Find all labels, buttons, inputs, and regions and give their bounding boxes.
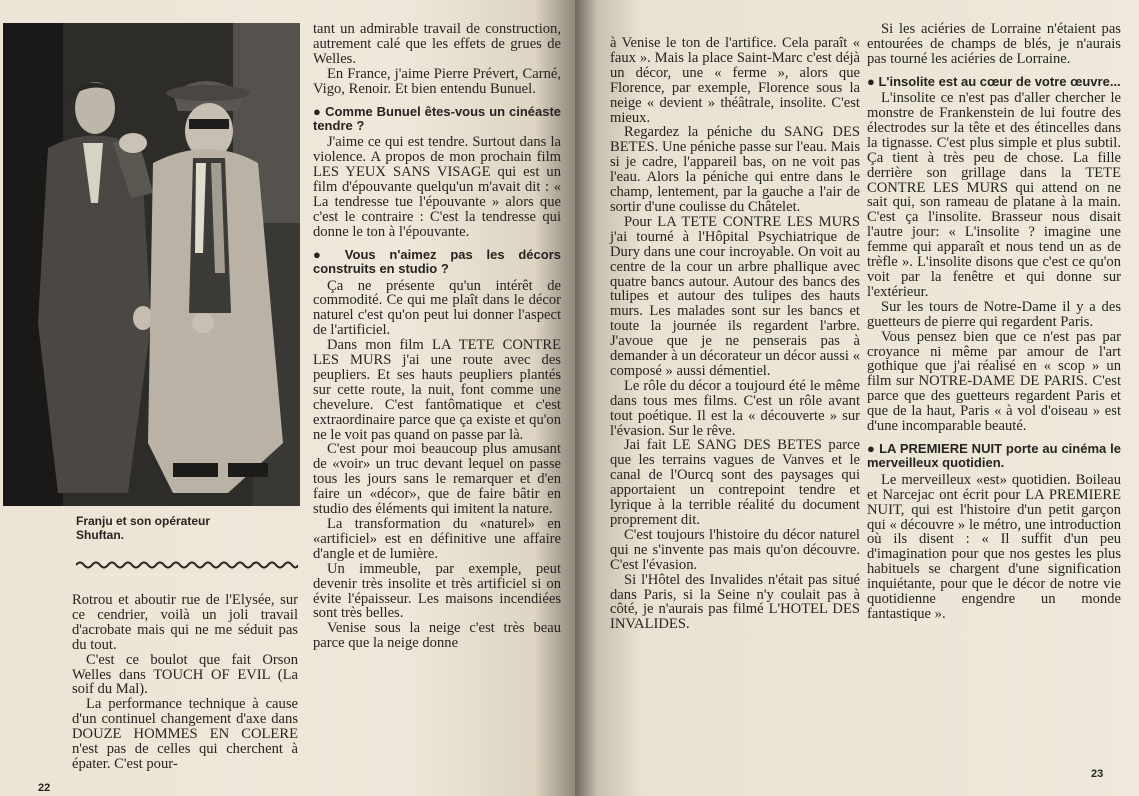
paragraph: C'est ce boulot que fait Orson Welles dans TOUCH OF EVIL (La soif du Mal).	[72, 651, 298, 698]
paragraph: Vous pensez bien que ce n'est pas par croyance ni même par amour de l'art gothique que j'ai réalisé en « scop » un film sur NOTRE-DAME DE PARIS. C'est parce que des guetteurs regardent Paris et que de la haut, Paris « à vol d'oiseau » est d'une incomparable beauté.	[867, 328, 1121, 435]
paragraph: En France, j'aime Pierre Prévert, Carné, Vigo, Renoir. Et bien entendu Bunuel.	[313, 65, 561, 97]
left-column-1	[72, 593, 298, 772]
right-column-1	[610, 36, 860, 632]
paragraph: Sur les tours de Notre-Dame il y a des guetteurs de pierre qui regardent Paris.	[867, 298, 1121, 330]
paragraph: Regardez la péniche du SANG DES BETES. Une péniche passe sur l'eau. Mais si je cadre, l'appareil bas, on ne voit pas l'eau. Alors la péniche qui entre dans le champ, lentement, par la gauche a l'air de sortir d'une coulisse du Châtelet.	[610, 124, 860, 215]
paragraph: Si les aciéries de Lorraine n'étaient pas entourées de champs de blés, je n'aurais pas tourné les aciéries de Lorraine.	[867, 21, 1121, 67]
left-column-2	[313, 22, 561, 651]
paragraph: Venise sous la neige c'est très beau parce que la neige donne	[313, 620, 561, 652]
photo-illustration	[3, 23, 300, 506]
paragraph: C'est toujours l'histoire du décor naturel qui ne s'invente pas mais qu'on découvre. C'est l'évasion.	[610, 526, 860, 573]
interview-question: ● LA PREMIERE NUIT porte au cinéma le merveilleux quotidien.	[867, 442, 1121, 471]
paragraph: Dans mon film LA TETE CONTRE LES MURS j'ai une route avec des peupliers. Et ses hauts peupliers plantés sur cette route, la nuit, font comme une chevelure. C'est fantômatique et c'est extraordinaire parce que ça existe et qu'on ne le voit pas quand on passe par là.	[313, 337, 561, 443]
paragraph: à Venise le ton de l'artifice. Cela paraît « faux ». Mais la place Saint-Marc c'est déjà un décor, une « ferme », alors que Florence, par exemple, Florence sous la neige « devient » théâtrale, insolite. C'est mieux.	[610, 35, 860, 126]
interview-question: ● L'insolite est au cœur de votre œuvre...	[867, 75, 1121, 89]
paragraph: L'insolite ce n'est pas d'aller chercher le monstre de Frankenstein de lui foutre des électrodes sur la tête et des étincelles dans la tignasse. C'est plus simple et plus subtil. Ça tient à très peu de chose. La fille derrière son grillage dans la TETE CONTRE LES MURS qui attend on ne sait qui, son rameau de platane à la main. C'est ça l'insolite. Brasseur nous disait l'autre jour: « L'insolite ? imagine une femme qui apparaît et nous tend un as de trèfle ». L'insolite disons que c'est ce qu'on voit par la fenêtre et qui donne sur l'extérieur.	[867, 90, 1121, 300]
page-number-right: 23	[1091, 768, 1104, 780]
right-page	[575, 0, 1139, 796]
paragraph: Le rôle du décor a toujourd été le même dans tous mes films. C'est un rôle avant tout poétique. Il est la « découverte » sur l'évasion. Sur le rêve.	[610, 377, 860, 439]
paragraph: Ça ne présente qu'un intérêt de commodité. Ce qui me plaît dans le décor naturel c'est qu'on peut lui donner l'aspect de l'artificiel.	[313, 277, 561, 339]
paragraph: La performance technique à cause d'un continuel changement d'axe dans DOUZE HOMMES EN COLERE n'est pas de celles qui cherchent à épater. C'est pour-	[72, 696, 298, 772]
paragraph: C'est pour moi beaucoup plus amusant de «voir» un truc devant lequel on passe tous les jours sans le remarquer et d'en faire un «décor», que de faire bâtir en studio des éléments qui imitent la nature.	[313, 441, 561, 518]
paragraph: La transformation du «naturel» en «artificiel» est en définitive une affaire d'angle et de lumière.	[313, 516, 561, 562]
paragraph: tant un admirable travail de construction, autrement calé que les effets de grues de Welles.	[313, 21, 561, 67]
paragraph: Pour LA TETE CONTRE LES MURS j'ai tourné à l'Hôpital Psychiatrique de Dury dans une cour incroyable. On voit au centre de la cour un arbre phallique avec quatre bancs autour. Autour des bancs des tulipes et autour des tulipes des hauts murs. Les malades sont sur les bancs et toute la journée ils regardent l'arbre. J'avoue que je ne penserais pas à demander à un décorateur un décor aussi « composé » aussi démentiel.	[610, 213, 860, 379]
paragraph: Le merveilleux «est» quotidien. Boileau et Narcejac ont écrit pour LA PREMIERE NUIT, qui est l'histoire d'un petit garçon qui « découvre » le métro, une introduction où ils disent : « Il suffit d'un peu d'imagination pour que nos gestes les plus habituels se chargent d'une signification inquiétante, pour que le décor de notre vie quotidienne engendre un monde fantastique ».	[867, 471, 1121, 622]
right-column-2	[867, 22, 1121, 622]
page-number-left: 22	[38, 782, 51, 794]
paragraph: Rotrou et aboutir rue de l'Elysée, sur ce cendrier, voilà un joli travail d'acrobate mais qui ne me séduit pas du tout.	[72, 592, 298, 653]
paragraph: Si l'Hôtel des Invalides n'était pas situé dans Paris, si la Seine n'y coulait pas à côté, je n'aurais pas filmé L'HOTEL DES INVALIDES.	[610, 571, 860, 633]
photo-caption: Franju et son opérateur Shuftan.	[76, 514, 211, 542]
interview-question: ● Vous n'aimez pas les décors construits en studio ?	[313, 248, 561, 277]
paragraph: Jai fait LE SANG DES BETES parce que les terrains vagues de Vanves et le canal de l'Ourcq sont des paysages qui apportaient un contrepoint tendre et lyrique à la terrible réalité du document proprement dit.	[610, 437, 860, 528]
photo-franju-shuftan	[3, 23, 300, 506]
paragraph: Un immeuble, par exemple, peut devenir très insolite et très artificiel si on évite l'épaisseur. Les maisons incendiées sont très belles.	[313, 560, 561, 622]
paragraph: J'aime ce qui est tendre. Surtout dans la violence. A propos de mon prochain film LES YEUX SANS VISAGE qui est un film d'épouvante quelqu'un m'avait dit : « La tendresse tue l'épouvante » alors que c'est le contraire : C'est la tendresse qui donne le ton à l'épouvante.	[313, 134, 561, 240]
decorative-wavy-divider	[76, 560, 298, 570]
interview-question: ● Comme Bunuel êtes-vous un cinéaste tendre ?	[313, 105, 561, 134]
